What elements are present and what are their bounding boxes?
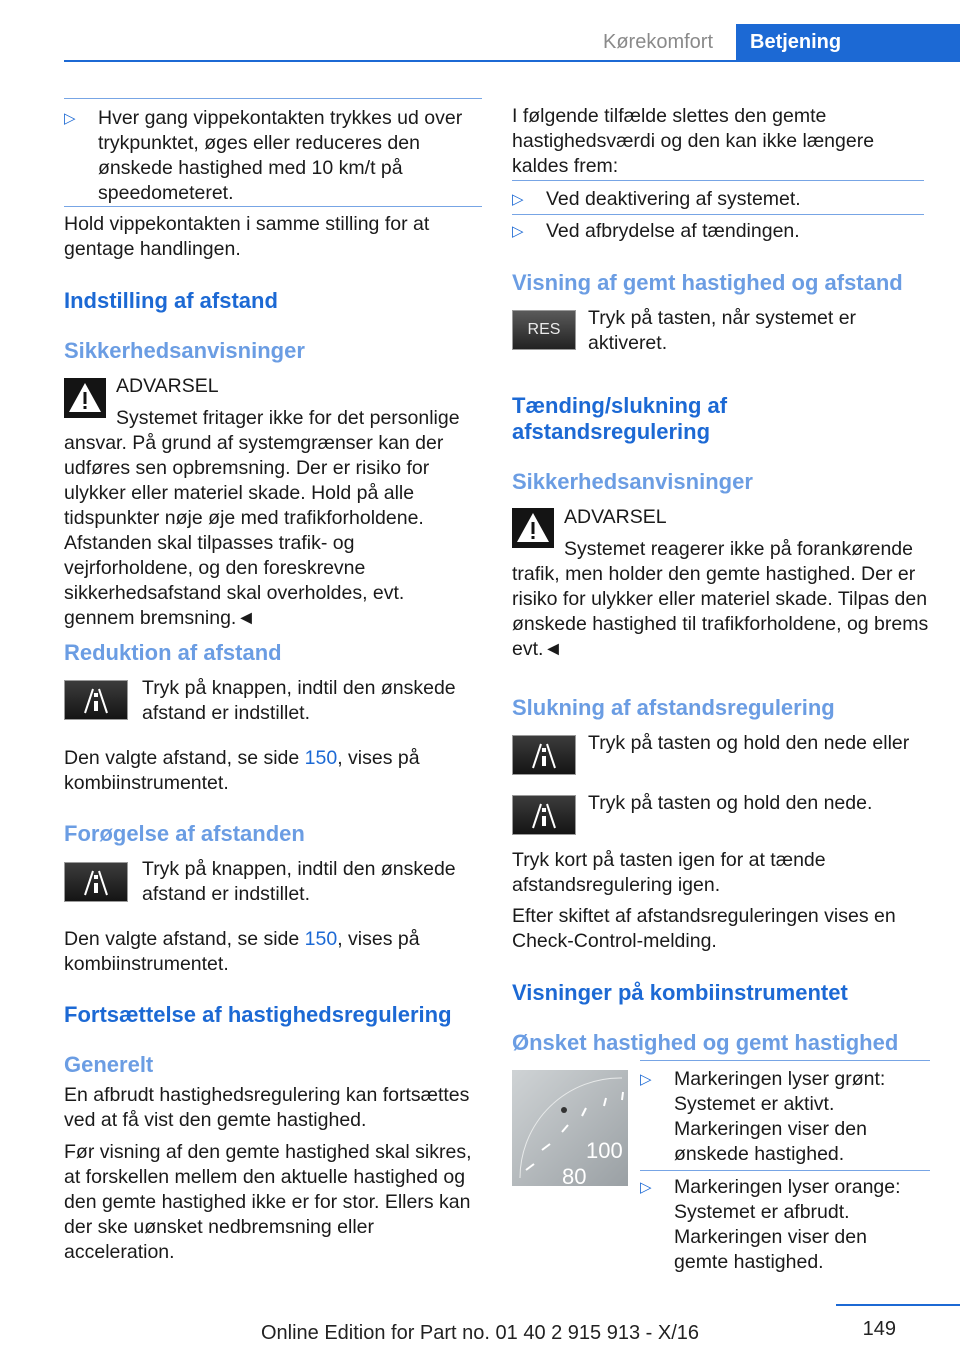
paragraph: Før visning af den gemte hastighed skal sikres, at forskellen mellem den aktuelle hastighed og den gemte hastighed ikke er for stor. Ellers kan der ske uønsket nedbremsning eller acceleration. — [64, 1141, 472, 1263]
list-item: ▷ Ved afbrydelse af tændingen. — [512, 220, 800, 242]
paragraph: Den valgte afstand, se side 150, vises på kombiinstrumentet. — [64, 928, 420, 975]
subsection-heading: Generelt — [64, 1052, 154, 1077]
divider — [640, 1060, 930, 1061]
header-tab-operation: Betjening — [736, 24, 960, 60]
distance-icon — [513, 736, 575, 774]
gauge-label-80: 80 — [562, 1164, 587, 1186]
page-link[interactable]: 150 — [304, 928, 338, 950]
list-item: ▷ Ved deaktivering af systemet. — [512, 188, 801, 210]
distance-button-image — [512, 735, 576, 775]
divider — [64, 98, 482, 99]
distance-icon — [513, 796, 575, 834]
bullet-marker-icon: ▷ — [64, 110, 76, 127]
reduce-text: Tryk på knappen, indtil den ønskede afstand er indstillet. — [142, 677, 456, 724]
warning-text: Systemet fritager ikke for det personlige ansvar. På grund af systemgrænser kan der udføres sen opbremsning. Der er risiko for ulykker eller materiel skade. Hold på alle tidspunkter nøje øje med trafikforholdene. Afstanden skal tilpasses trafik- og vejrforholdene, og den foreskrevne sikkerhedsafstand skal overholdes, evt. gennem bremsning.◄ — [64, 407, 460, 629]
warning-title: ADVARSEL — [116, 375, 219, 397]
list-item: ▷ Hver gang vippekontakten trykkes ud over trykpunktet, øges eller reduceres den ønskede hastighed med 10 km/t på speedometeret. — [64, 107, 463, 204]
footer-edition: Online Edition for Part no. 01 40 2 915 913 - X/16 — [260, 1322, 700, 1344]
bullet-marker-icon: ▷ — [640, 1071, 652, 1088]
speedometer-image — [512, 1070, 628, 1186]
increase-text: Tryk på knappen, indtil den ønskede afstand er indstillet. — [142, 858, 456, 905]
divider — [640, 1170, 930, 1171]
subsection-heading: Forøgelse af afstanden — [64, 821, 305, 846]
distance-button-image — [512, 795, 576, 835]
header-tab-comfort: Kørekomfort — [602, 31, 714, 53]
section-heading: Visninger på kombiinstrumentet — [512, 980, 848, 1005]
paragraph: I følgende tilfælde slettes den gemte hastighedsværdi og den kan ikke længere kaldes frem: — [512, 105, 875, 177]
subsection-heading: Visning af gemt hastighed og afstand — [512, 270, 903, 295]
divider — [512, 180, 924, 181]
page-number-rule — [836, 1304, 960, 1306]
section-heading: Indstilling af afstand — [64, 288, 278, 313]
bullet-marker-icon: ▷ — [640, 1179, 652, 1196]
warning-text: Systemet reagerer ikke på forankørende trafik, men holder den gemte hastighed. Der er risiko for ulykker eller materiel skade. Tilpas den ønskede hastighed til trafikforholdene, og brems evt.◄ — [512, 538, 929, 660]
res-text: Tryk på tasten, når systemet er aktiveret. — [588, 307, 857, 354]
paragraph: Hold vippekontakten i samme stilling for at gentage handlingen. — [64, 213, 430, 260]
divider — [512, 214, 924, 215]
distance-icon — [65, 863, 127, 901]
distance-button-image — [64, 680, 128, 720]
section-heading: Fortsættelse af hastighedsregulering — [64, 1002, 452, 1027]
paragraph: Den valgte afstand, se side 150, vises på kombiinstrumentet. — [64, 747, 420, 794]
subsection-heading: Slukning af afstandsregulering — [512, 695, 835, 720]
off-text: Tryk på tasten og hold den nede eller — [588, 732, 910, 754]
distance-button-image — [64, 862, 128, 902]
off-text: Tryk på tasten og hold den nede. — [588, 792, 873, 814]
bullet-marker-icon: ▷ — [512, 191, 524, 208]
subsection-heading: Sikkerhedsanvisninger — [512, 469, 753, 494]
gauge-label-100: 100 — [586, 1138, 623, 1163]
warning-title: ADVARSEL — [564, 506, 667, 528]
paragraph: En afbrudt hastighedsregulering kan fortsættes ved at få vist den gemte hastighed. — [64, 1084, 470, 1131]
divider — [64, 206, 482, 207]
distance-icon — [65, 681, 127, 719]
list-item: ▷ Markeringen lyser orange: Systemet er afbrudt. Markeringen viser den gemte hastighed. — [640, 1176, 901, 1273]
page-link[interactable]: 150 — [304, 747, 338, 769]
bullet-marker-icon: ▷ — [512, 223, 524, 240]
subsection-heading: Ønsket hastighed og gemt hastighed — [512, 1030, 899, 1055]
res-button-image: RES — [512, 310, 576, 350]
section-heading: Tænding/slukning af afstandsregulering — [512, 393, 728, 444]
speedometer-dial-icon — [512, 1070, 628, 1186]
list-item: ▷ Markeringen lyser grønt: Systemet er aktivt. Markeringen viser den ønskede hastighed. — [640, 1068, 886, 1165]
subsection-heading: Reduktion af afstand — [64, 640, 282, 665]
paragraph: Efter skiftet af afstandsreguleringen vises en Check-Control-melding. — [512, 905, 896, 952]
paragraph: Tryk kort på tasten igen for at tænde afstandsregulering igen. — [512, 849, 826, 896]
page-number: 149 — [862, 1318, 896, 1340]
header-rule — [64, 60, 960, 62]
subsection-heading: Sikkerhedsanvisninger — [64, 338, 305, 363]
